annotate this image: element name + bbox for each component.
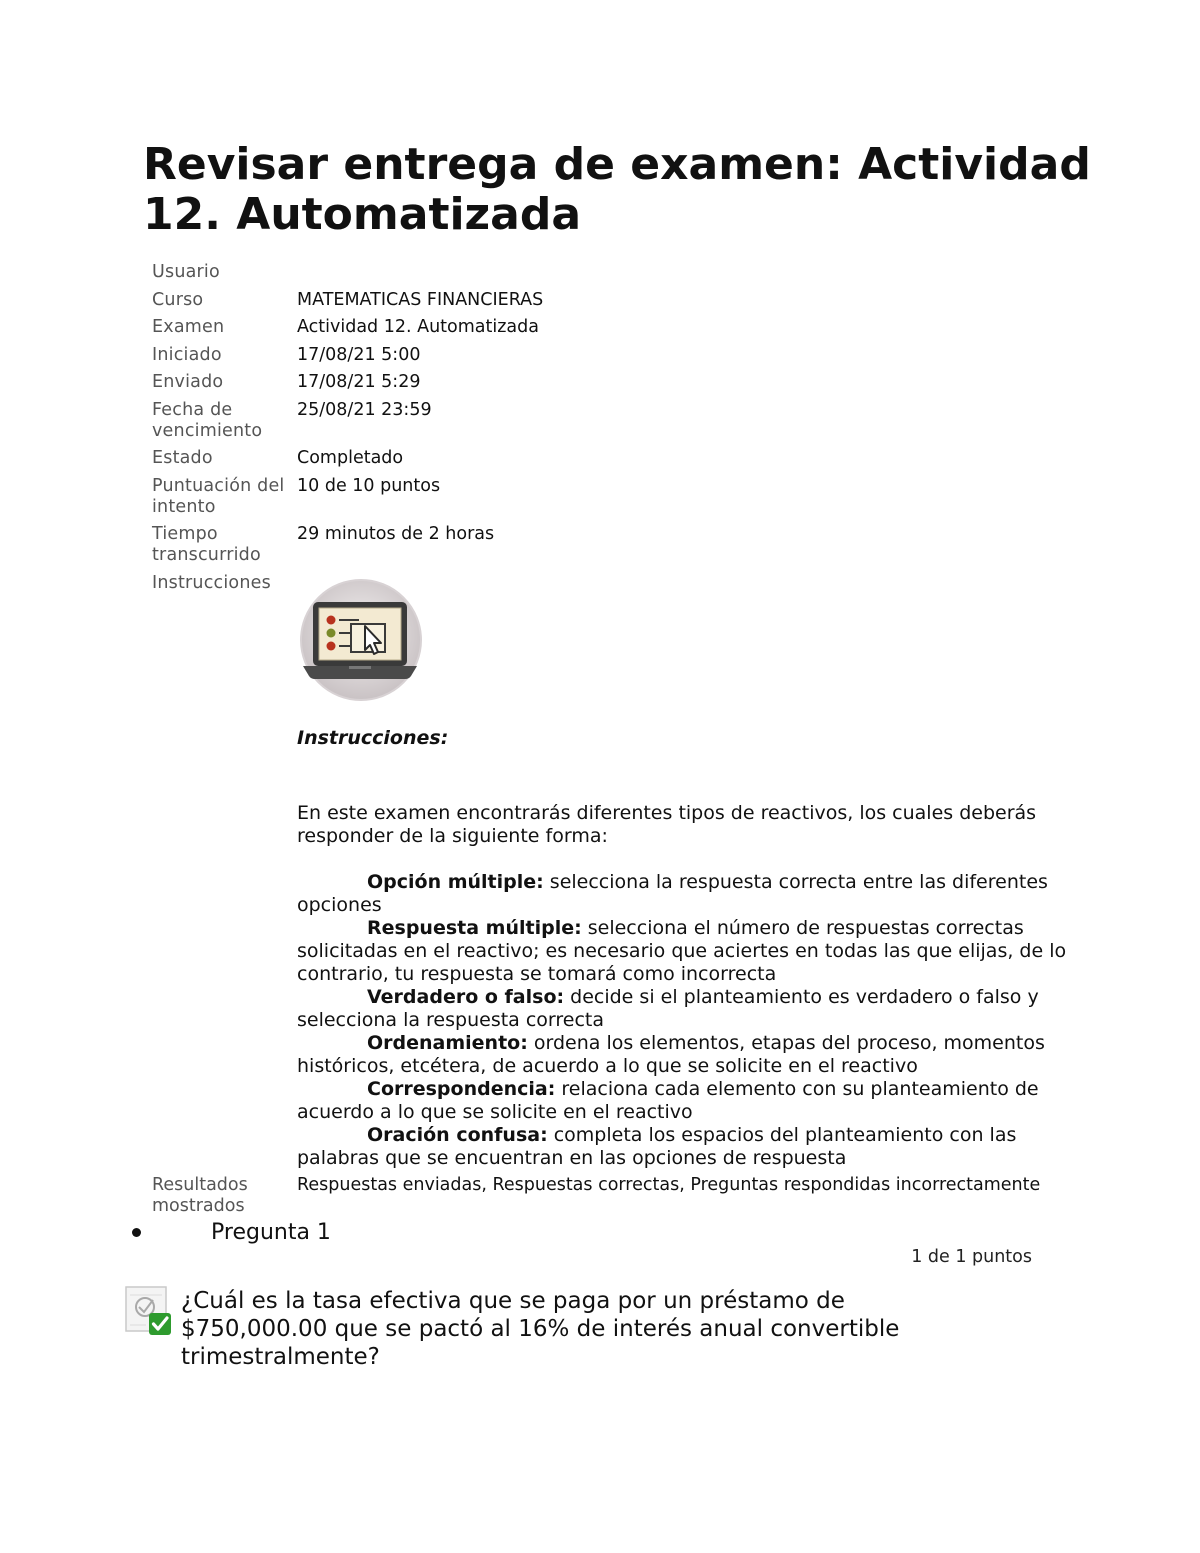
detail-row-iniciado (152, 345, 1062, 366)
instructions-heading: Instrucciones: (297, 727, 449, 749)
correct-check-icon (124, 1285, 176, 1337)
detail-label: Puntuación del intento (152, 475, 285, 517)
instruction-term: Opción múltiple: (367, 871, 544, 893)
detail-row-enviado (152, 372, 1062, 393)
detail-label: Iniciado (152, 344, 222, 365)
detail-label: Enviado (152, 372, 224, 392)
detail-label: Instrucciones (152, 572, 271, 593)
results-shown-row (152, 1175, 1052, 1217)
instruction-term: Respuesta múltiple: (367, 917, 582, 939)
detail-label: Fecha de vencimiento (152, 399, 263, 441)
instruction-item (297, 1124, 1067, 1170)
detail-row-tiempo (152, 524, 1062, 566)
detail-row-usuario (152, 262, 1062, 283)
bullet-icon (132, 1228, 141, 1237)
detail-value: 17/08/21 5:29 (297, 372, 421, 392)
detail-row-estado (152, 448, 1062, 469)
instruction-text: selecciona la respuesta correcta entre las diferentes opciones (297, 871, 1048, 916)
instruction-text: completa los espacios del planteamiento con las palabras que se encuentran en las opciones de respuesta (297, 1124, 1017, 1169)
instruction-item (297, 1078, 1067, 1124)
detail-row-curso (152, 290, 1062, 311)
laptop-selection-icon (299, 578, 423, 702)
instructions-intro: En este examen encontrarás diferentes tipos de reactivos, los cuales deberás responder de la siguiente forma: (297, 802, 1037, 847)
detail-label: Examen (152, 317, 225, 337)
instruction-text: relaciona cada elemento con su planteamiento de acuerdo a lo que se solicite en el reactivo (297, 1078, 1039, 1123)
instructions-block (297, 578, 1067, 1170)
detail-label: Curso (152, 289, 204, 310)
detail-value: 25/08/21 23:59 (297, 399, 432, 420)
results-value: Respuestas enviadas, Respuestas correctas, Preguntas respondidas incorrectamente (297, 1175, 1041, 1195)
page-title: Revisar entrega de examen: Actividad 12. Automatizada (143, 139, 1091, 240)
instruction-item (297, 986, 1067, 1032)
detail-row-puntuacion (152, 476, 1062, 518)
instruction-item (297, 917, 1067, 986)
attempt-details (152, 262, 1062, 600)
detail-value (297, 262, 1062, 283)
instruction-text: ordena los elementos, etapas del proceso, momentos históricos, etcétera, de acuerdo a lo que se solicite en el reactivo (297, 1032, 1045, 1077)
detail-row-examen (152, 317, 1062, 338)
instruction-item (297, 1032, 1067, 1078)
detail-value: 10 de 10 puntos (297, 475, 441, 496)
detail-label: Estado (152, 448, 213, 468)
detail-value: MATEMATICAS FINANCIERAS (297, 289, 544, 310)
instruction-term: Ordenamiento: (367, 1032, 528, 1054)
detail-value: 17/08/21 5:00 (297, 344, 421, 365)
detail-row-vencimiento (152, 400, 1062, 442)
instruction-term: Verdadero o falso: (367, 986, 565, 1008)
detail-value: Completado (297, 448, 404, 468)
question-title: Pregunta 1 (211, 1220, 331, 1245)
detail-label: Tiempo transcurrido (152, 524, 261, 565)
detail-value: Actividad 12. Automatizada (297, 317, 539, 337)
question-text: ¿Cuál es la tasa efectiva que se paga por un préstamo de $750,000.00 que se pactó al 16% de interés anual convertible trimestralmente? (181, 1288, 900, 1370)
instructions-list (297, 871, 1067, 1170)
instruction-term: Correspondencia: (367, 1078, 556, 1100)
instruction-text: selecciona el número de respuestas correctas solicitadas en el reactivo; es necesario que aciertes en todas las que elijas, de lo contrario, tu respuesta se tomará como incorrecta (297, 917, 1067, 985)
detail-label: Usuario (152, 262, 220, 282)
detail-value: 29 minutos de 2 horas (297, 524, 495, 544)
results-label: Resultados mostrados (152, 1175, 248, 1216)
instruction-item (297, 871, 1067, 917)
question-points: 1 de 1 puntos (911, 1247, 1032, 1267)
instruction-text: decide si el planteamiento es verdadero o falso y selecciona la respuesta correcta (297, 986, 1039, 1031)
instruction-term: Oración confusa: (367, 1124, 548, 1146)
